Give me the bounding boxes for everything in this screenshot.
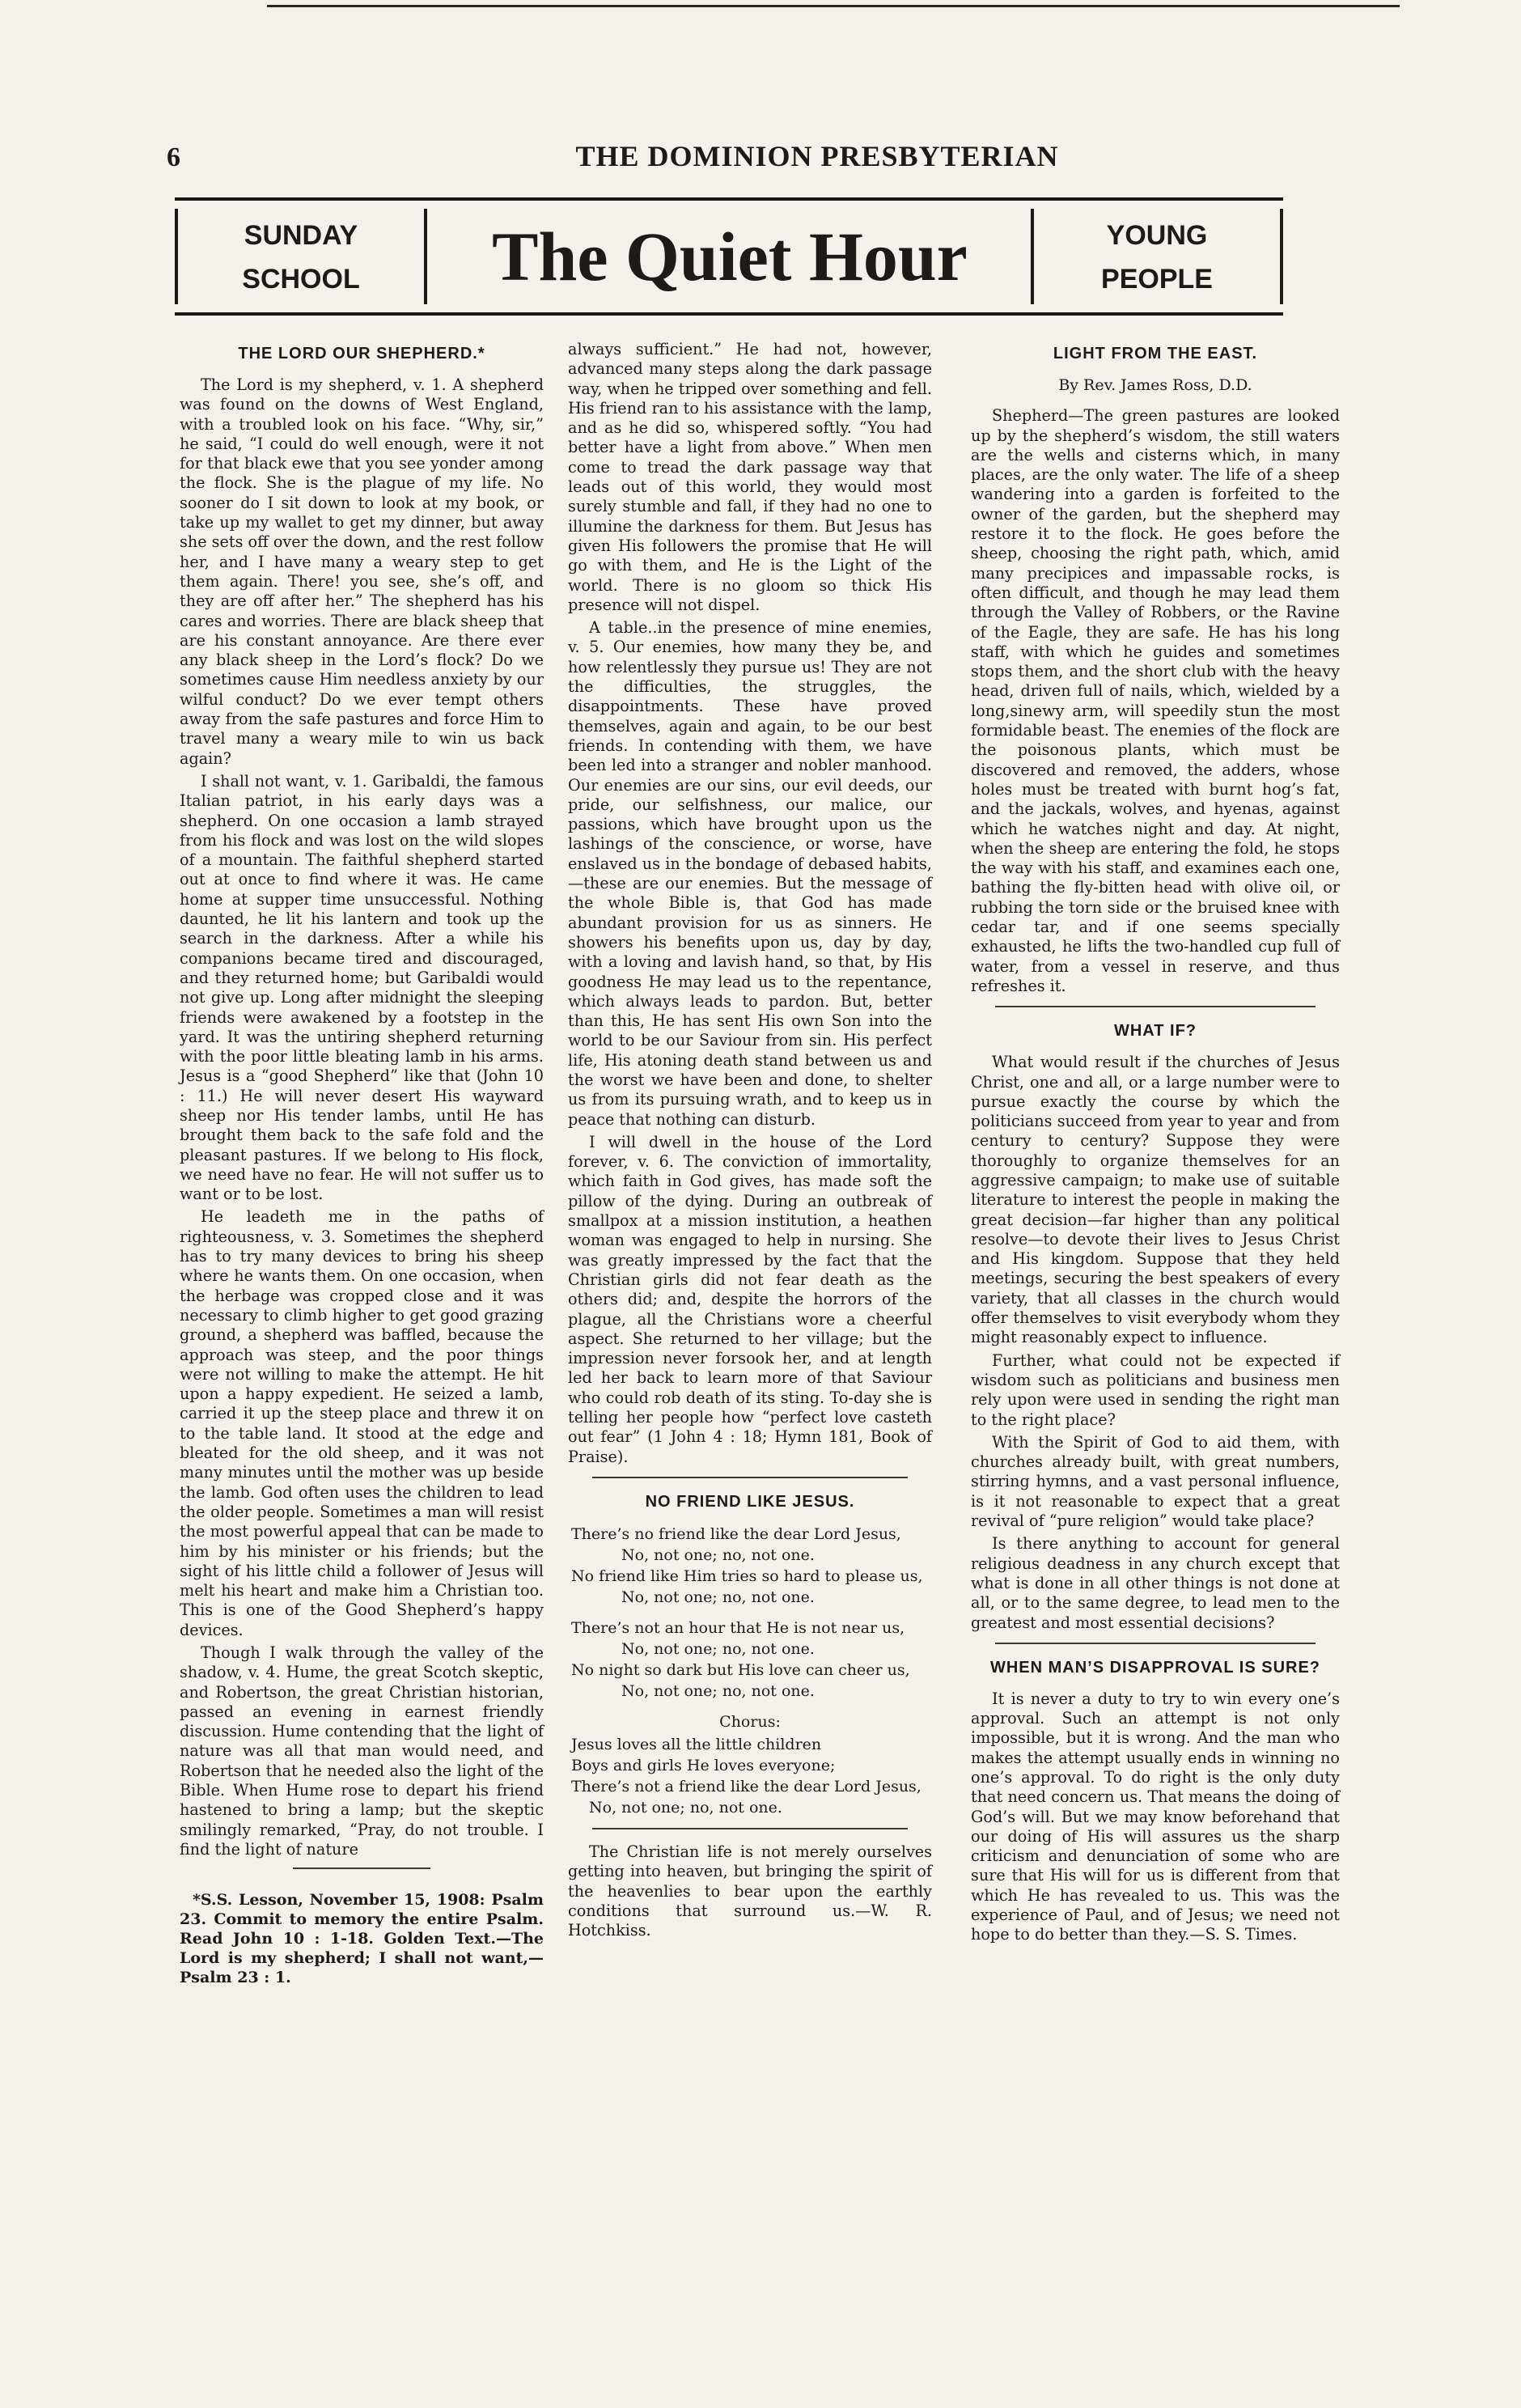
poem-stanza xyxy=(568,1617,932,1702)
poem-line: No, not one; no, not one. xyxy=(589,1798,782,1817)
poem-line: No, not one; no, not one. xyxy=(621,1639,815,1658)
divider xyxy=(293,1867,430,1869)
banner-title: The Quiet Hour xyxy=(492,218,968,295)
section-banner xyxy=(175,197,1283,316)
banner-left-label-2: SCHOOL xyxy=(242,264,360,295)
column-3 xyxy=(971,340,1340,1948)
article-paragraph: I shall not want, v. 1. Garibaldi, the famous Italian patriot, in his early days was a shepherd. On one occasion a lamb strayed from his flock and was lost on the wild slopes of a mountain. The faithful shepherd started out at once to find where it was. He came home at supper time unsuccessful. Nothing daunted, he lit his lantern and took up the search in the darkness. After a while his companions became tired and discouraged, and they returned home; but Garibaldi would not give up. Long after midnight the sleeping friends were awakened by a footstep in the yard. It was the untiring shepherd returning with the poor little bleating lamb in his arms. Jesus is a “good Shepherd” like that (John 10 : 11.) He will never desert His wayward sheep nor His tender lambs, until He has brought them back to the safe fold and the pleasant pastures. If we belong to His flock, we need have no fear. He will not suffer us to want or to be lost. xyxy=(180,771,544,1204)
poem-chorus xyxy=(568,1734,932,1818)
poem-chorus-label: Chorus: xyxy=(719,1712,781,1731)
poem-line: Jesus loves all the little children xyxy=(571,1735,822,1753)
banner-right-label-2: PEOPLE xyxy=(1101,264,1213,295)
article-paragraph: With the Spirit of God to aid them, with churches already built, with great numbers, stirring hymns, and a vast personal influence, is it not reasonable to expect that a great revival of “pure religion” would take place? xyxy=(971,1432,1340,1531)
divider xyxy=(592,1477,908,1478)
banner-right-box xyxy=(1031,209,1283,304)
poem-line: There’s no friend like the dear Lord Jesus, xyxy=(571,1524,901,1543)
article-heading-light-from-the-east: LIGHT FROM THE EAST. xyxy=(1053,345,1258,362)
page-number: 6 xyxy=(167,142,180,172)
poem-line: No, not one; no, not one. xyxy=(621,1681,815,1700)
poem-stanza xyxy=(568,1524,932,1608)
article-paragraph: It is never a duty to try to win every one’s approval. Such an attempt is not only impossible, but it is wrong. And the man who makes the attempt usually ends in winning no one’s approval. To do right is the only duty that need concern us. That means the doing of God’s will. But we may know beforehand that our doing of His will assures us the sharp criticism and denunciation of some who are sure that His will for us is different from that which He has revealed to us. This was the experience of Paul, and of Jesus; we need not hope to do better than they.—S. S. Times. xyxy=(971,1689,1340,1944)
article-paragraph: What would result if the churches of Jesus Christ, one and all, or a large number were to pursue exactly the course by which the politicians succeed from year to year and from century to century? Suppose they were thoroughly to organize themselves for an aggressive campaign; to make use of suitable literature to interest the people in making the great decision—far higher than any political resolve—to devote their lives to Jesus Christ and His kingdom. Suppose that they held meetings, securing the best speakers of every variety, that all classes in the church would offer themselves to visit everybody whom they might reasonably expect to influence. xyxy=(971,1053,1340,1347)
article-heading-mans-disapproval: WHEN MAN’S DISAPPROVAL IS SURE? xyxy=(989,1658,1321,1677)
divider xyxy=(592,1828,908,1829)
closing-quote: The Christian life is not merely ourselves getting into heaven, but bringing the spirit of the heavenlies to bear upon the earthly conditions that surround us.—W. R. Hotchkiss. xyxy=(568,1842,932,1940)
masthead: THE DOMINION PRESBYTERIAN xyxy=(575,140,1059,172)
article-heading-what-if: WHAT IF? xyxy=(1113,1022,1197,1041)
poem-line: Boys and girls He loves everyone; xyxy=(571,1756,836,1774)
poem-line: No, not one; no, not one. xyxy=(621,1545,815,1564)
column-1 xyxy=(180,340,544,1990)
poem-line: There’s not a friend like the dear Lord Jesus, xyxy=(571,1777,921,1795)
top-edge-rule xyxy=(267,5,1400,7)
poem-line: There’s not an hour that He is not near us, xyxy=(571,1618,905,1637)
article-heading-lord-our-shepherd: THE LORD OUR SHEPHERD.* xyxy=(238,345,485,362)
poem-line: No, not one; no, not one. xyxy=(621,1588,815,1606)
article-paragraph: I will dwell in the house of the Lord forever, v. 6. The conviction of immortality, which faith in God gives, has made soft the pillow of the dying. During an outbreak of smallpox at a mission institution, a heathen woman was engaged to help in nursing. She was greatly impressed by the fact that the Christian girls did not fear death as the others did; and, despite the horrors of the plague, all the Christians wore a cheerful aspect. She returned to her village; but the impression never forsook her, and at length led her back to learn more of that Saviour who could rob death of its sting. To-day she is telling her people how “perfect love casteth out fear” (1 John 4 : 18; Hymn 181, Book of Praise). xyxy=(568,1132,932,1466)
banner-right-label-1: YOUNG xyxy=(1106,220,1208,251)
lesson-footnote xyxy=(180,1890,544,1987)
banner-left-box xyxy=(175,209,427,304)
poem xyxy=(568,1524,932,1818)
poem-line: No night so dark but His love can cheer us, xyxy=(571,1660,910,1679)
poem-heading: NO FRIEND LIKE JESUS. xyxy=(645,1492,855,1511)
divider xyxy=(995,1643,1316,1644)
article-byline: By Rev. James Ross, D.D. xyxy=(1058,376,1252,394)
article-paragraph: The Lord is my shepherd, v. 1. A shepherd was found on the downs of West England, with a troubled look on his face. “Why, sir,” he said, “I could do well enough, were it not for that black ewe that you see yonder among the flock. She is the plague of my life. No sooner do I sit down to look at my book, or take up my wallet to get my dinner, but away she sets off over the down, and the rest follow her, and I have many a weary step to get them again. There! you see, she’s off, and they are off after her.” The shepherd has his cares and worries. There are black sheep that are his constant annoyance. Are there ever any black sheep in the Lord’s flock? Do we sometimes cause Him needless anxiety by our wilful conduct? Do we ever tempt others away from the safe pastures and force Him to travel many a weary mile to win us back again? xyxy=(180,375,544,768)
article-paragraph: He leadeth me in the paths of righteousness, v. 3. Sometimes the shepherd has to try many devices to bring his sheep where he wants them. On one occasion, when the herbage was cropped close and it was necessary to climb higher to get good grazing ground, a shepherd was baffled, because the approach was steep, and the poor things were not willing to make the attempt. He hit upon a happy expedient. He seized a lamb, carried it up the steep place and threw it on to the table land. It stood at the edge and bleated for the old sheep, and it was not many minutes until the mother was up beside the lamb. God often uses the children to lead the older people. Sometimes a man will resist the most powerful appeal that can be made to him by his minister or his friends; but the sight of his little child a follower of Jesus will melt his heart and make him a Christian too. This is one of the Good Shepherd’s happy devices. xyxy=(180,1207,544,1639)
column-2 xyxy=(568,340,932,1944)
article-paragraph: A table..in the presence of mine enemies, v. 5. Our enemies, how many they be, and how relentlessly they pursue us! They are not the difficulties, the struggles, the disappointments. These have proved themselves, again and again, to be our best friends. In contending with them, we have been led into a stranger and nobler manhood. Our enemies are our sins, our evil deeds, our pride, our selfishness, our malice, our passions, which have brought upon us the lashings of the conscience, or worse, have enslaved us in the bondage of debased habits,—these are our enemies. But the message of the whole Bible is, that God has made abundant provision for us as sinners. He showers his benefits upon us, day by day, with a loving and lavish hand, so that, by His goodness He may lead us to the repentance, which always leads to pardon. But, better than this, He has sent His own Son into the world to be our Saviour from sin. His perfect life, His atoning death stand between us and the worst we have been and done, to shelter us from its pursuing wrath, and to keep us in peace that nothing can disturb. xyxy=(568,618,932,1129)
article-paragraph: Is there anything to account for general religious deadness in any church except that what is done in all other things is not done at all, or to the same degree, to lead men to the greatest and most essential decisions? xyxy=(971,1534,1340,1632)
footnote-text: *S.S. Lesson, November 15, 1908: Psalm 23. Commit to memory the entire Psalm. Read John 10 : 1-18. Golden Text.—The Lord is my shepherd; I shall not want,—Psalm 23 : 1. xyxy=(180,1891,544,1987)
poem-line: No friend like Him tries so hard to please us, xyxy=(571,1566,923,1585)
article-paragraph: Further, what could not be expected if wisdom such as politicians and business men rely upon were used in sending the right man to the right place? xyxy=(971,1350,1340,1429)
divider xyxy=(995,1006,1316,1007)
banner-left-label-1: SUNDAY xyxy=(244,220,358,251)
article-paragraph: always sufficient.” He had not, however, advanced many steps along the dark passage way, when he tripped over something and fell. His friend ran to his assistance with the lamp, and as he did so, whispered softly. “You had better have a light from above.” When men come to tread the dark passage way that leads out of this world, they would most surely stumble and fall, if they had no one to illumine the darkness for them. But Jesus has given His followers the promise that He will go with them, and He is the Light of the world. There is no gloom so thick His presence will not dispel. xyxy=(568,340,932,614)
article-paragraph: Though I walk through the valley of the shadow, v. 4. Hume, the great Scotch skeptic, and Robertson, the great Christian historian, passed an evening in earnest friendly discussion. Hume contending that the light of nature was all that man would need, and Robertson that he needed also the light of the Bible. When Hume rose to depart his friend hastened to bring a lamp; but the skeptic smilingly remarked, “Pray, do not trouble. I find the light of nature xyxy=(180,1643,544,1859)
article-paragraph: Shepherd—The green pastures are looked up by the shepherd’s wisdom, the still waters are the wells and cisterns which, in many places, are the only water. The life of a sheep wandering into a garden is forfeited to the owner of the garden, but the shepherd may restore it to the flock. He goes before the sheep, choosing the right path, which, amid many precipices and impassable rocks, is often difficult, and though he may lead them through the Valley of Robbers, or the Ravine of the Eagle, they are safe. He has his long staff, with which he guides and sometimes stops them, and the short club with the heavy head, driven full of nails, which, wielded by a long,sinewy arm, will speedily stun the most formidable beast. The enemies of the flock are the poisonous plants, which must be discovered and removed, the adders, whose holes must be treated with burnt hog’s fat, and the jackals, wolves, and hyenas, against which he watches night and day. At night, when the sheep are entering the fold, he stops the way with his staff, and examines each one, bathing the fly-bitten head with olive oil, or rubbing the torn side or the bruised knee with cedar tar, and if one seems specially exhausted, he lifts the two-handled cup full of water, from a vessel in reserve, and thus refreshes it. xyxy=(971,406,1340,995)
